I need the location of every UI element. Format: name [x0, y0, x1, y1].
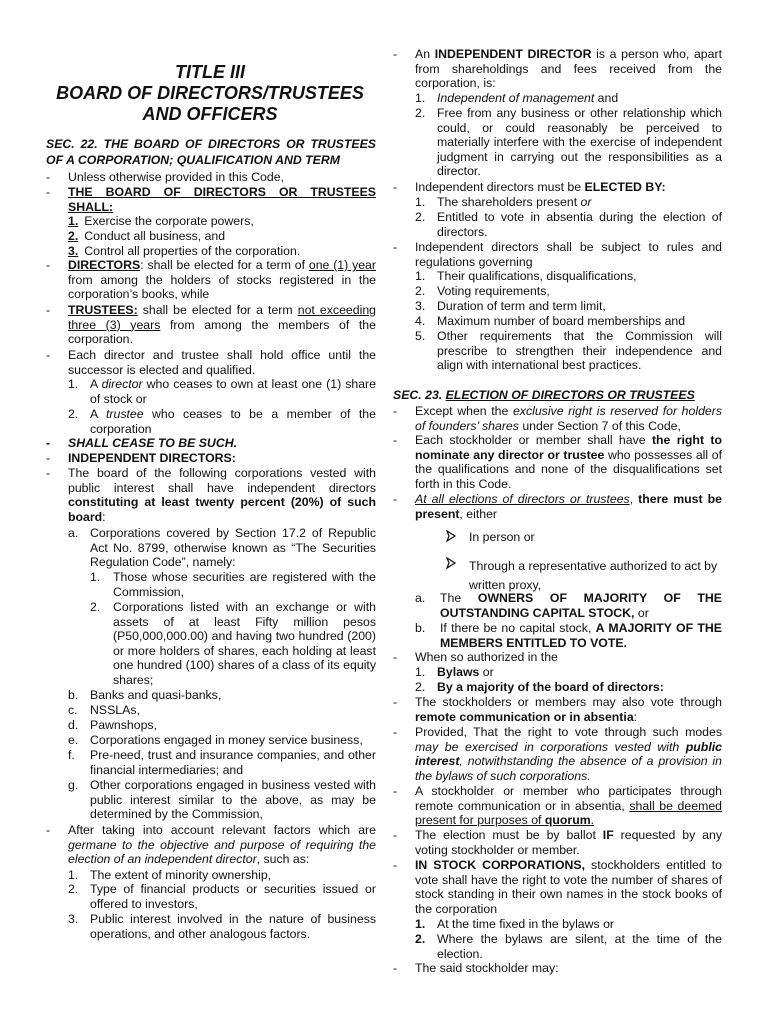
after-factors-paragraph: After taking into account relevant factors which are germane to the objective and purpose of requiring the election of an independent director, such as: — [68, 823, 376, 867]
trustees-paragraph: TRUSTEES: shall be elected for a term not exceeding three (3) years from among the members of the corporation. — [68, 303, 376, 347]
quorum-paragraph: A stockholder or member who participates through remote communication or in absentia, shall be deemed present for purposes of quorum. — [415, 784, 722, 828]
shall-cease-text: SHALL CEASE TO BE SUCH. — [68, 436, 237, 450]
subject-paragraph: Independent directors shall be subject to rules and regulations governing — [415, 240, 722, 269]
list-item: Bylaws or — [437, 665, 494, 679]
stock-corporations-paragraph: IN STOCK CORPORATIONS, stockholders entitled to vote shall have the right to vote the number of shares of stock standing in their own names in the stock books of the corporation — [415, 858, 722, 916]
list-item: The shareholders present or — [437, 195, 592, 209]
list-item: The OWNERS OF MAJORITY OF THE OUTSTANDING CAPITAL STOCK, or — [440, 591, 722, 620]
dash-bullet: - — [393, 180, 398, 194]
list-item: 1. Exercise the corporate powers, — [68, 214, 254, 228]
list-item: Corporations covered by Section 17.2 of Republic Act No. 8799, otherwise known as “The Securities Regulation Code”, namely: — [90, 526, 376, 570]
list-item: Corporations listed with an exchange or with assets of at least Fifty million pesos (P50,000,000.00) and having two hundred (200) or more holders of shares, each holding at least one hundred (100) shares of a class of its equity shares; — [113, 600, 376, 687]
shall-heading: THE BOARD OF DIRECTORS OR TRUSTEES SHALL: — [68, 185, 376, 214]
list-item: Pawnshops, — [90, 718, 157, 732]
at-all-elections-paragraph: At all elections of directors or trustees, there must be present, either — [415, 492, 722, 521]
dash-bullet: - — [393, 492, 398, 506]
sec23-heading: SEC. 23. ELECTION OF DIRECTORS OR TRUSTEES — [393, 388, 695, 402]
list-item: Duration of term and term limit, — [437, 299, 606, 313]
each-director-paragraph: Each director and trustee shall hold office until the successor is elected and qualified. — [68, 348, 376, 377]
remote-paragraph: The stockholders or members may also vote through remote communication or in absentia: — [415, 695, 722, 724]
list-item: A director who ceases to own at least one (1) share of stock or — [90, 377, 376, 406]
list-item: Type of financial products or securities issued or offered to investors, — [90, 882, 376, 911]
dash-bullet: - — [393, 725, 398, 739]
dash-bullet: - — [393, 695, 398, 709]
right-to-nominate-paragraph: Each stockholder or member shall have the right to nominate any director or trustee who possesses all of the qualifications and none of the disqualifications set forth in this Code. — [415, 433, 722, 491]
dash-bullet: - — [393, 828, 398, 842]
sec22-unless: Unless otherwise provided in this Code, — [68, 170, 284, 184]
list-item: Other requirements that the Commission will prescribe to strengthen their independence and align with international best practices. — [437, 329, 722, 373]
dash-bullet: - — [46, 185, 51, 199]
list-item: Corporations engaged in money service business, — [90, 733, 363, 747]
list-item: Where the bylaws are silent, at the time of the election. — [437, 932, 722, 961]
dash-bullet: - — [46, 348, 51, 362]
list-item: 2. Conduct all business, and — [68, 229, 226, 243]
when-so-authorized: When so authorized in the — [415, 650, 558, 664]
list-item: If there be no capital stock, A MAJORITY OF THE MEMBERS ENTITLED TO VOTE. — [440, 621, 722, 650]
list-item: 3. Control all properties of the corporation. — [68, 244, 301, 258]
list-item: The extent of minority ownership, — [90, 868, 272, 882]
said-stockholder-text: The said stockholder may: — [415, 961, 559, 975]
dash-bullet: - — [393, 858, 398, 872]
list-item: At the time fixed in the bylaws or — [437, 917, 615, 931]
arrow-bullet-icon — [446, 530, 456, 542]
list-item: Pre-need, trust and insurance companies, and other financial intermediaries; and — [90, 748, 376, 777]
page-title: TITLE III BOARD OF DIRECTORS/TRUSTEES AND OFFICERS — [56, 62, 364, 124]
provided-paragraph: Provided, That the right to vote through such modes may be exercised in corporations vested with public interest, notwithstanding the absence of a provision in the bylaws of such corporations. — [415, 725, 722, 783]
dash-bullet: - — [46, 451, 51, 465]
list-item: Public interest involved in the nature of business operations, and other analogous factors. — [90, 912, 376, 941]
dash-bullet: - — [46, 823, 51, 837]
dash-bullet: - — [46, 303, 51, 317]
list-item: A trustee who ceases to be a member of the corporation — [90, 407, 376, 436]
list-item: In person or — [469, 530, 535, 544]
list-item: Those whose securities are registered with the Commission, — [113, 570, 376, 599]
independent-directors-heading: INDEPENDENT DIRECTORS: — [68, 451, 236, 465]
dash-bullet: - — [393, 961, 398, 975]
dash-bullet: - — [393, 650, 398, 664]
board-following-paragraph: The board of the following corporations vested with public interest shall have independent directors constituting at least twenty percent (20%) of such board: — [68, 466, 376, 524]
dash-bullet: - — [393, 433, 398, 447]
sec22-heading: SEC. 22. THE BOARD OF DIRECTORS OR TRUSTEES OF A CORPORATION; QUALIFICATION AND TERM — [46, 137, 376, 167]
list-item: Banks and quasi-banks, — [90, 688, 222, 702]
dash-bullet: - — [393, 47, 398, 61]
dash-bullet: - — [393, 404, 398, 418]
list-item: By a majority of the board of directors: — [437, 680, 664, 694]
list-item: Independent of management and — [437, 91, 619, 105]
dash-bullet: - — [393, 240, 398, 254]
directors-paragraph: DIRECTORS: shall be elected for a term of one (1) year from among the holders of stocks registered in the corporation’s books, while — [68, 258, 376, 302]
dash-bullet: - — [46, 170, 51, 184]
arrow-bullet-icon — [446, 557, 456, 569]
dash-bullet: - — [393, 784, 398, 798]
elected-by-heading: Independent directors must be ELECTED BY: — [415, 180, 666, 194]
list-item: NSSLAs, — [90, 703, 140, 717]
ballot-paragraph: The election must be by ballot IF requested by any voting stockholder or member. — [415, 828, 722, 857]
list-item: Free from any business or other relationship which could, or could reasonably be perceived to materially interfere with the exercise of independent judgment in carrying out the responsibilities as a director. — [437, 106, 722, 179]
list-item: Their qualifications, disqualifications, — [437, 269, 637, 283]
list-item: Through a representative authorized to act by written proxy, — [469, 559, 718, 592]
list-item: Entitled to vote in absentia during the election of directors. — [437, 210, 722, 239]
except-paragraph: Except when the exclusive right is reserved for holders of founders’ shares under Section 7 of this Code, — [415, 404, 722, 433]
independent-director-definition: An INDEPENDENT DIRECTOR is a person who, apart from shareholdings and fees received from the corporation, is: — [415, 47, 722, 91]
dash-bullet: - — [46, 258, 51, 272]
dash-bullet: - — [46, 466, 51, 480]
list-item: Voting requirements, — [437, 284, 550, 298]
shall-list — [68, 214, 376, 259]
list-item: Maximum number of board memberships and — [437, 314, 686, 328]
list-item: Other corporations engaged in business vested with public interest similar to the above, as may be determined by the Commission, — [90, 778, 376, 822]
dash-bullet: - — [46, 436, 51, 450]
